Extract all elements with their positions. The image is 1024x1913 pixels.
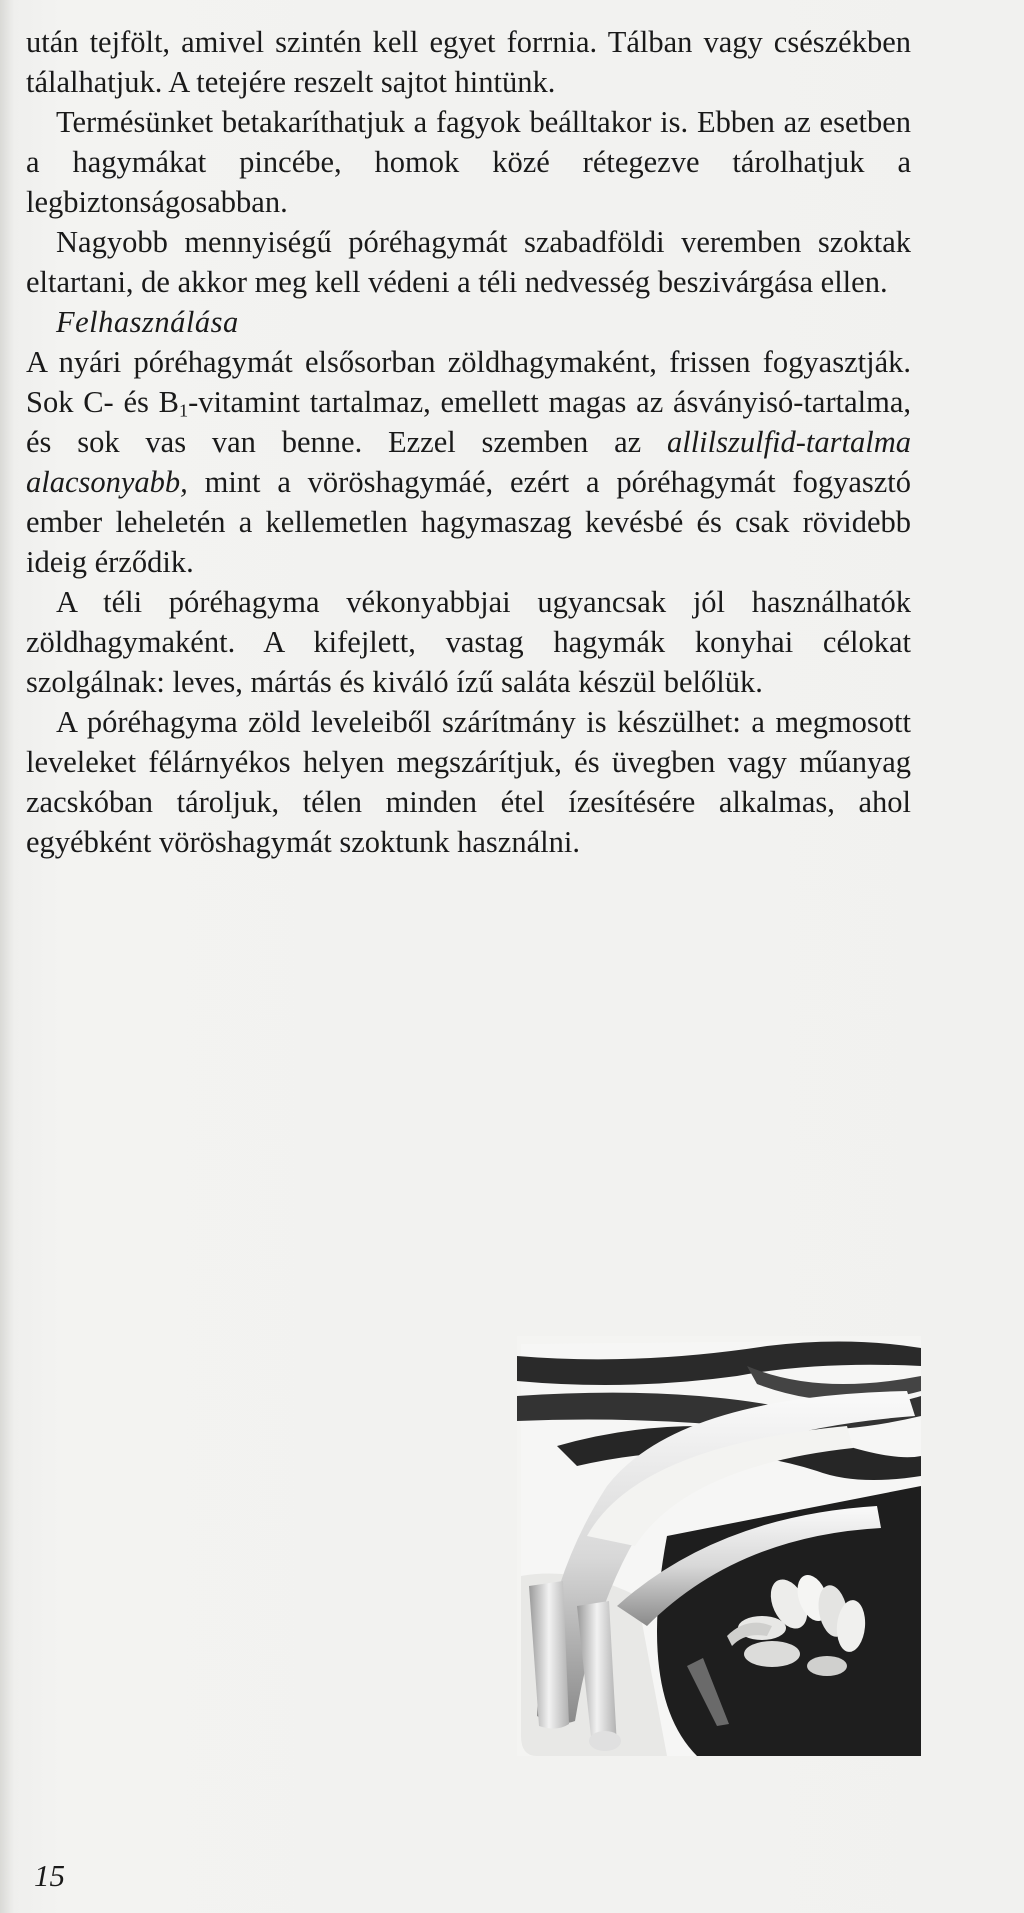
leek-photo: [517, 1336, 921, 1756]
usage-text-2: -vitamint tartalmaz, emellett magas az ásványisó-tartalma, és sok vas van benne. Ezzel szemben az: [26, 385, 911, 459]
paragraph-usage: [26, 342, 911, 582]
paragraph-drying: A póréhagyma zöld leveleiből szárítmány is készülhet: a megmosott leveleket félárnyékos helyen megszárítjuk, és üvegben vagy műanyag zacskóban tároljuk, télen minden étel ízesítésére alkalmas, ahol egyébként vöröshagymát szoktunk használni.: [26, 705, 911, 859]
paragraph-winter-leek: A téli póréhagyma vékonyabbjai ugyancsak jól használhatók zöldhagymaként. A kifejlett, vastag hagymák konyhai célokat szolgálnak: leves, mártás és kiváló ízű saláta készül belőlük.: [26, 585, 911, 699]
usage-text-3: mint a vöröshagymáé, ezért a póréhagymát fogyasztó ember leheletén a kellemetlen hagymaszag kevésbé és csak rövidebb ideig érződik.: [26, 465, 911, 579]
section-title: Felhasználása: [56, 305, 239, 339]
leek-photo-illustration: [517, 1336, 921, 1756]
body-text: [26, 22, 911, 862]
usage-text-1: A nyári póréhagymát elsősorban zöldhagymaként, frissen fogyasztják. Sok C- és B: [26, 345, 911, 419]
paragraph-pit-storage: Nagyobb mennyiségű póréhagymát szabadföldi veremben szoktak eltartani, de akkor meg kell védeni a téli nedvesség beszivárgása ellen.: [26, 225, 911, 299]
paragraph-storage: Termésünket betakaríthatjuk a fagyok beálltakor is. Ebben az esetben a hagymákat pincébe, homok közé rétegezve tárolhatjuk a legbiztonságosabban.: [26, 105, 911, 219]
page-number: 15: [34, 1858, 65, 1893]
paragraph-continued: után tejfölt, amivel szintén kell egyet forrnia. Tálban vagy csészékben tálalhatjuk. A tetejére reszelt sajtot hintünk.: [26, 25, 911, 99]
vitamin-subscript: 1: [178, 400, 189, 421]
usage-italic: allilszulfid-tartalma alacsonyabb,: [26, 425, 911, 499]
